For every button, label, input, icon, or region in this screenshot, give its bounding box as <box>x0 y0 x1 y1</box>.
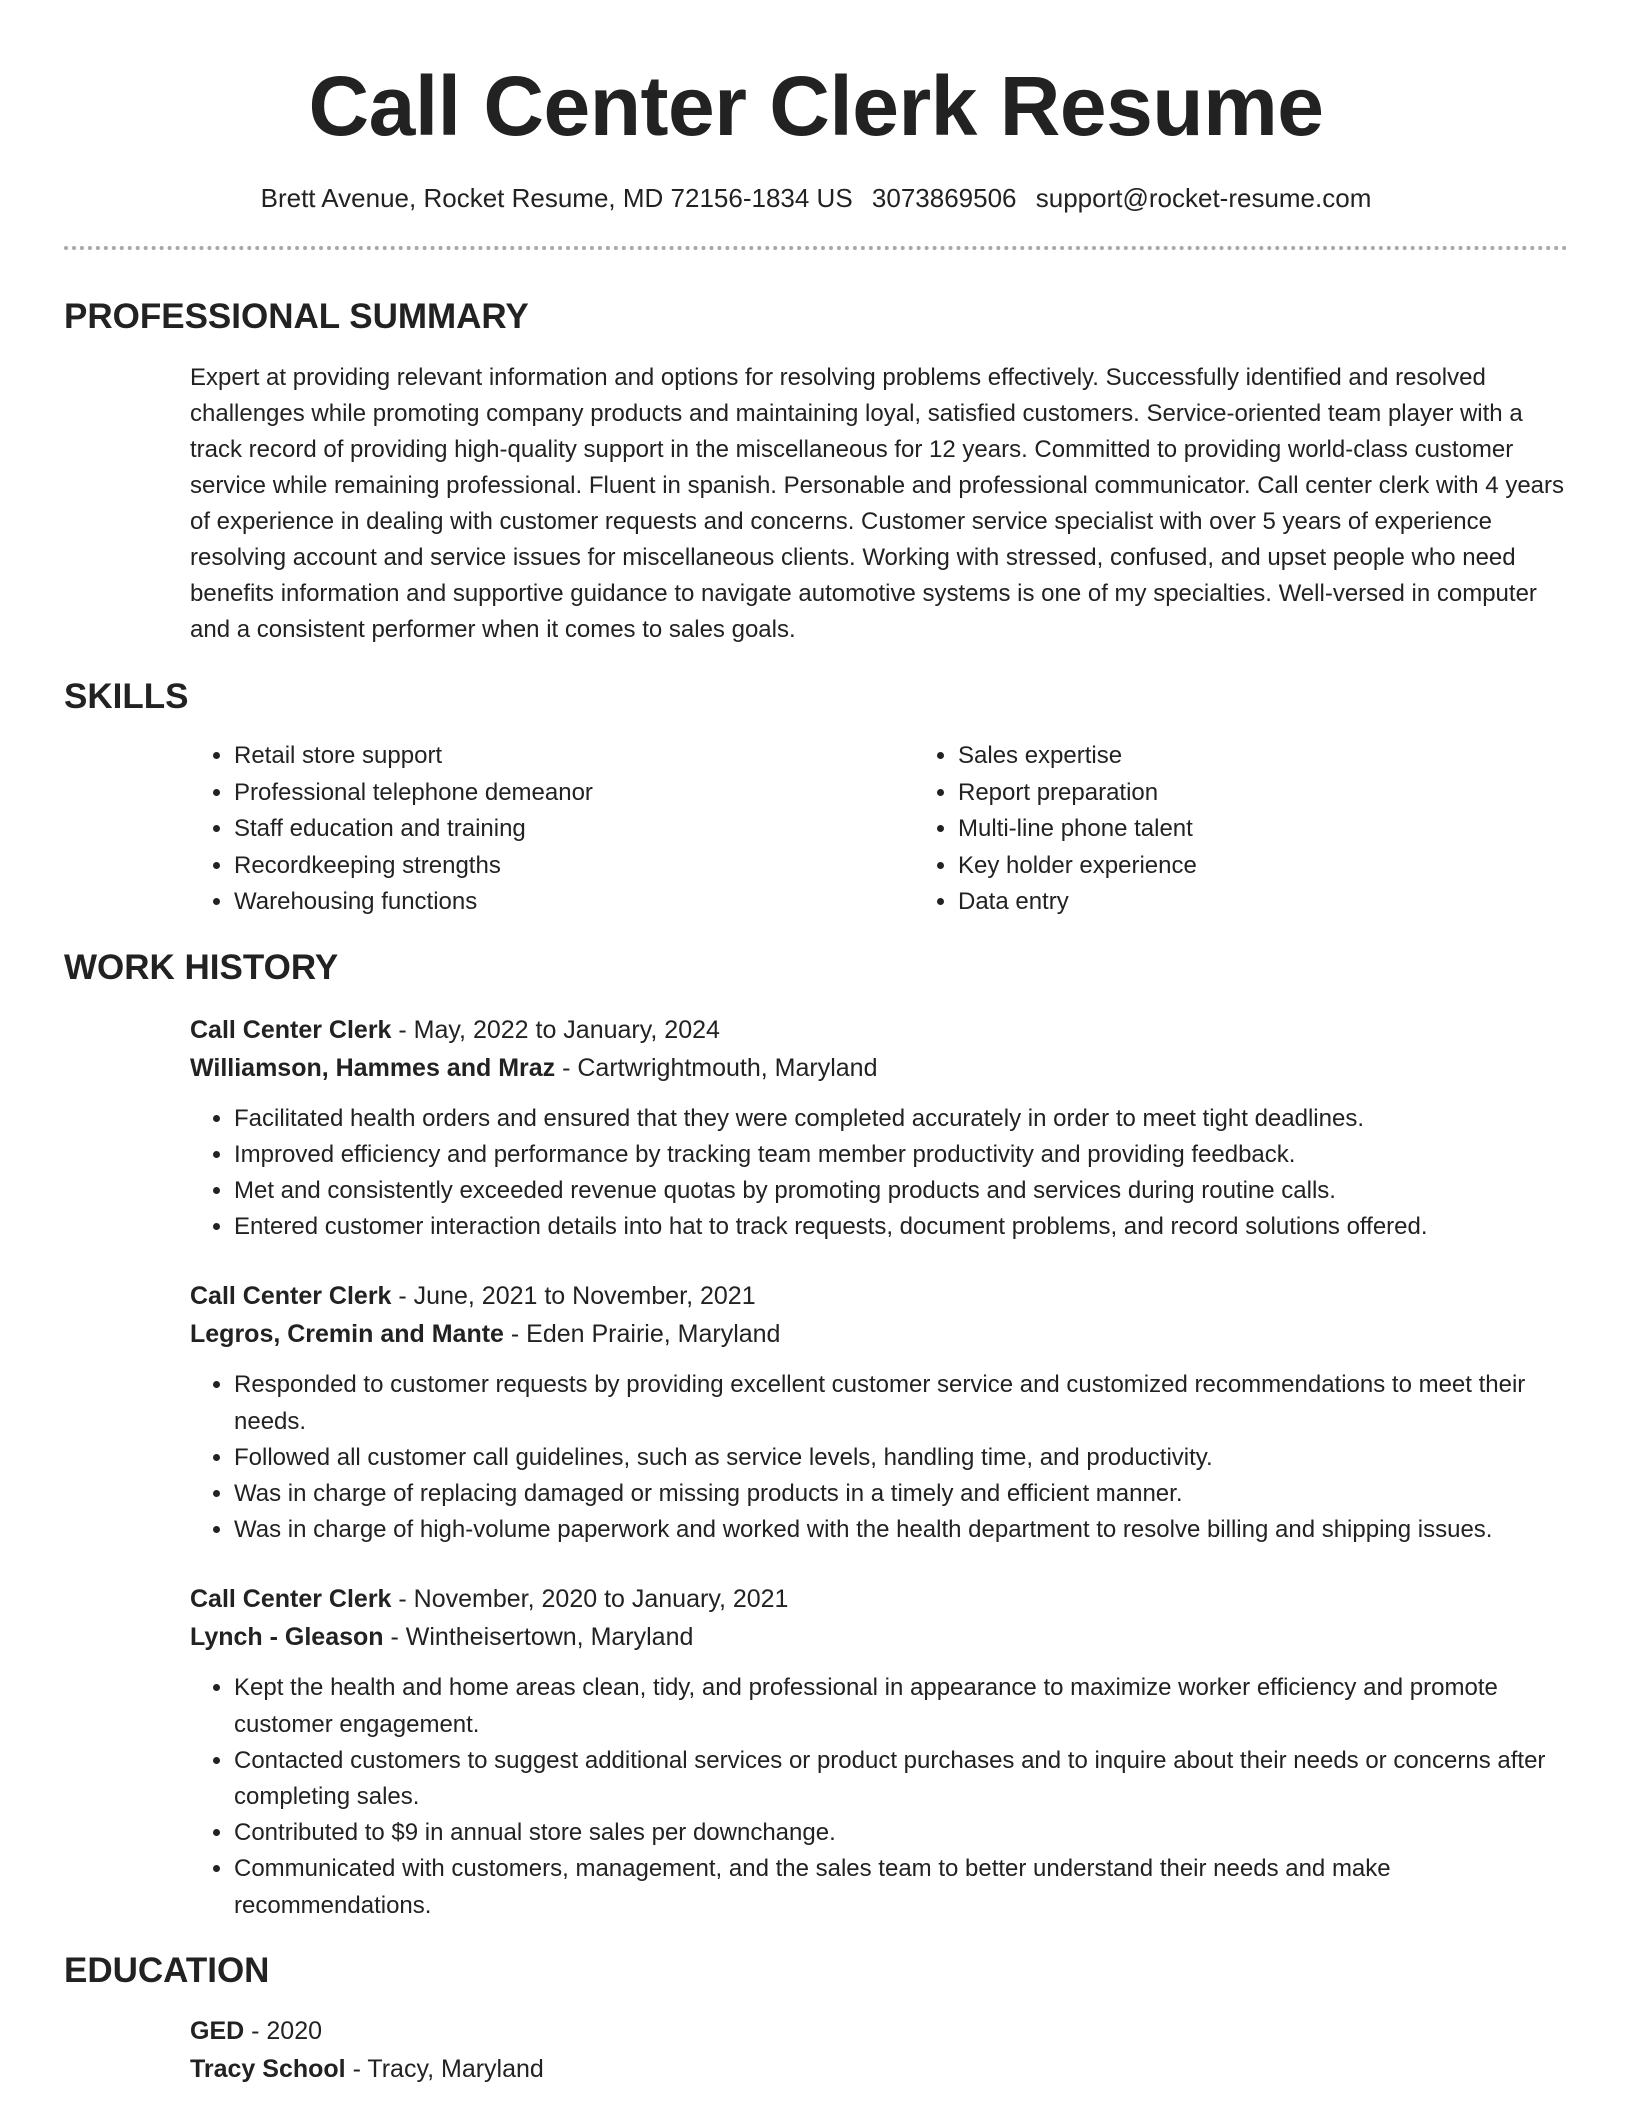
job-location: - Wintheisertown, Maryland <box>383 1623 694 1652</box>
education-degree: GED <box>190 2016 245 2045</box>
job-entry <box>190 1277 1568 1548</box>
skill-item: • Data entry <box>958 884 1197 921</box>
job-bullet: • Contacted customers to suggest additional services or product purchases and to inquire about their needs or concerns after completing sales. <box>234 1743 1568 1815</box>
professional-summary-section <box>64 296 1568 648</box>
job-bullet: • Was in charge of replacing damaged or missing products in a timely and efficient manner. <box>234 1476 1568 1512</box>
section-heading: PROFESSIONAL SUMMARY <box>64 297 529 336</box>
job-bullet: • Responded to customer requests by providing excellent customer service and customized recommendations to meet their needs. <box>234 1367 1568 1439</box>
job-dates: - May, 2022 to January, 2024 <box>391 1015 720 1044</box>
job-bullet: • Was in charge of high-volume paperwork and worked with the health department to resolve billing and shipping issues. <box>234 1512 1568 1548</box>
education-school-line <box>190 2050 1568 2088</box>
education-entry <box>190 2012 1568 2088</box>
contact-phone: 3073869506 <box>871 183 1017 213</box>
job-bullet: • Entered customer interaction details into hat to track requests, document problems, and record solutions offered. <box>234 1209 1568 1245</box>
resume-title: Call Center Clerk Resume <box>308 59 1324 153</box>
job-bullet: • Improved efficiency and performance by tracking team member productivity and providing feedback. <box>234 1137 1568 1173</box>
skill-item: • Key holder experience <box>958 848 1197 885</box>
job-title-line <box>190 1011 1568 1049</box>
skill-item: • Report preparation <box>958 775 1197 812</box>
job-dates: - June, 2021 to November, 2021 <box>391 1282 756 1311</box>
job-title-line <box>190 1580 1568 1618</box>
job-entry <box>190 1011 1568 1246</box>
contact-line <box>64 182 1568 214</box>
skills-section <box>64 676 1568 921</box>
job-title: Call Center Clerk <box>190 1015 392 1044</box>
section-heading: EDUCATION <box>64 1950 270 1990</box>
header-divider <box>64 246 1568 250</box>
skills-left-column <box>190 738 914 921</box>
job-location: - Cartwrightmouth, Maryland <box>555 1053 878 1082</box>
work-history-section <box>64 947 1568 1924</box>
skill-item: • Professional telephone demeanor <box>234 775 914 812</box>
skills-columns <box>190 738 1568 921</box>
skill-item: • Multi-line phone talent <box>958 811 1197 848</box>
job-bullet: • Facilitated health orders and ensured that they were completed accurately in order to meet tight deadlines. <box>234 1101 1568 1137</box>
skill-item: • Sales expertise <box>958 738 1197 775</box>
skill-item: • Retail store support <box>234 738 914 775</box>
job-title: Call Center Clerk <box>190 1282 392 1311</box>
job-title: Call Center Clerk <box>190 1585 392 1614</box>
education-location: - Tracy, Maryland <box>345 2054 544 2083</box>
education-school: Tracy School <box>190 2054 346 2083</box>
skill-item: • Staff education and training <box>234 811 914 848</box>
job-location: - Eden Prairie, Maryland <box>503 1320 781 1349</box>
education-degree-line <box>190 2012 1568 2050</box>
job-bullet: • Kept the health and home areas clean, tidy, and professional in appearance to maximize worker efficiency and promote customer engagement. <box>234 1670 1568 1742</box>
skills-right-column <box>914 738 1197 921</box>
skill-item: • Recordkeeping strengths <box>234 848 914 885</box>
job-company-line <box>190 1618 1568 1656</box>
contact-email: support@rocket-resume.com <box>1035 183 1372 213</box>
job-bullet: • Contributed to $9 in annual store sales per downchange. <box>234 1815 1568 1851</box>
job-bullet: • Met and consistently exceeded revenue quotas by promoting products and services during routine calls. <box>234 1173 1568 1209</box>
job-bullet: • Communicated with customers, management, and the sales team to better understand their needs and make recommendations. <box>234 1851 1568 1923</box>
job-title-line <box>190 1277 1568 1315</box>
job-bullet: • Followed all customer call guidelines, such as service levels, handling time, and productivity. <box>234 1440 1568 1476</box>
education-year: - 2020 <box>244 2016 323 2045</box>
education-section <box>64 1950 1568 2088</box>
job-bullets <box>190 1670 1568 1923</box>
section-heading: WORK HISTORY <box>64 947 339 987</box>
job-entry <box>190 1580 1568 1923</box>
contact-address: Brett Avenue, Rocket Resume, MD 72156-1834 US <box>260 183 853 213</box>
job-company-line <box>190 1315 1568 1353</box>
job-bullets <box>190 1367 1568 1548</box>
skill-item: • Warehousing functions <box>234 884 914 921</box>
job-bullets <box>190 1101 1568 1246</box>
job-company: Williamson, Hammes and Mraz <box>190 1053 556 1082</box>
job-dates: - November, 2020 to January, 2021 <box>391 1585 789 1614</box>
job-company: Lynch - Gleason <box>190 1623 384 1652</box>
section-heading: SKILLS <box>64 677 189 716</box>
summary-text: Expert at providing relevant information and options for resolving problems effectively. Successfully identified and resolved challenges while promoting company products and maintaining loyal, satisfied customers. Service-oriented team player with a track record of providing high-quality support in the miscellaneous for 12 years. Committed to providing world-class customer service while remaining professional. Fluent in spanish. Personable and professional communicator. Call center clerk with 4 years of experience in dealing with customer requests and concerns. Customer service specialist with over 5 years of experience resolving account and service issues for miscellaneous clients. Working with stressed, confused, and upset people who need benefits information and supportive guidance to navigate automotive systems is one of my specialties. Well-versed in computer and a consistent performer when it comes to sales goals. <box>190 364 1564 643</box>
job-company-line <box>190 1049 1568 1087</box>
job-company: Legros, Cremin and Mante <box>190 1320 504 1349</box>
